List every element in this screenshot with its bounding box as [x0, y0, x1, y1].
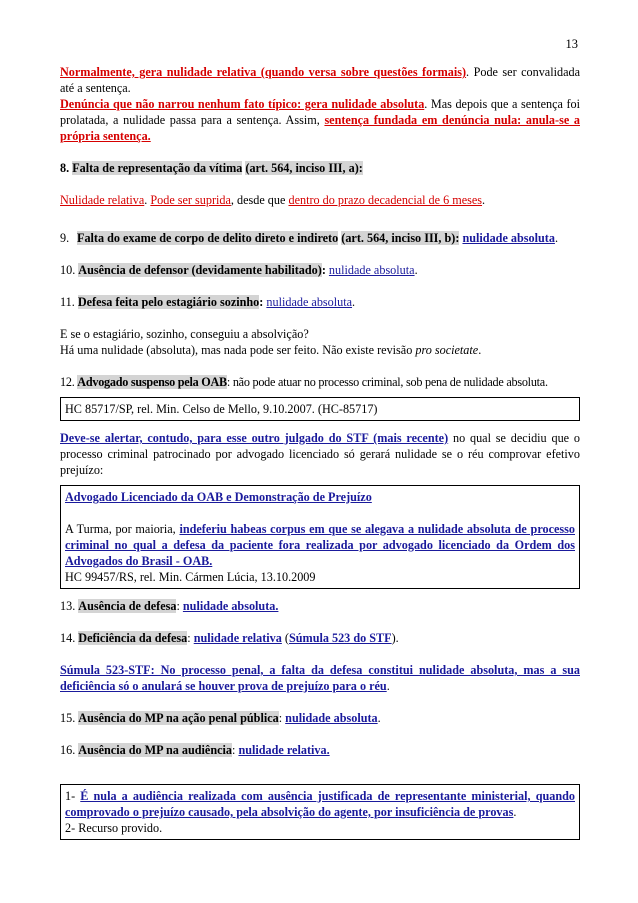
text: : — [321, 263, 326, 277]
paragraph-nulidade-relativa-prazo — [60, 192, 580, 208]
blue-emphasis: nulidade relativa — [193, 631, 282, 645]
item-number: 16. — [60, 743, 76, 757]
text: . — [554, 231, 558, 245]
item-number: 10. — [60, 263, 76, 277]
text: : não pode atuar no processo criminal, sob pena de nulidade absoluta. — [226, 375, 548, 389]
item-13 — [60, 598, 580, 614]
item-label: Advogado suspenso pela OAB — [77, 375, 227, 389]
blue-emphasis: nulidade absoluta — [462, 231, 555, 245]
text: A Turma, por maioria, — [65, 522, 180, 536]
red-emphasis: sentença fundada em denúncia nula: anula-se a própria sentença. — [60, 113, 580, 143]
ruling-line-2: 2- Recurso provido. — [65, 821, 163, 835]
text: . — [513, 805, 517, 819]
paragraph-denuncia — [60, 96, 580, 144]
box-body — [65, 521, 575, 569]
citation-box-hc85717 — [60, 397, 580, 421]
document-body — [60, 64, 580, 840]
blue-emphasis: Deve-se alertar, contudo, para esse outro julgado do STF (mais recente) — [60, 431, 449, 445]
text: . — [144, 193, 151, 207]
question-estagiario: E se o estagiário, sozinho, conseguiu a absolvição? — [60, 327, 309, 341]
text: : — [259, 295, 264, 309]
text: Há uma nulidade (absoluta), mas nada pode ser feito. Não existe revisão — [60, 343, 416, 357]
text: : — [176, 599, 180, 613]
red-emphasis: Normalmente, gera nulidade relativa (quando versa sobre questões formais) — [60, 65, 467, 79]
item-10 — [60, 262, 580, 278]
item-label: Ausência de defensor (devidamente habilitado) — [78, 263, 322, 277]
text: . — [414, 263, 418, 277]
blue-emphasis: nulidade absoluta — [285, 711, 378, 725]
item-number: 15. — [60, 711, 76, 725]
citation-box-hc99457 — [60, 485, 580, 589]
text: , desde que — [230, 193, 289, 207]
item-16 — [60, 742, 580, 758]
item-label: Deficiência da defesa — [78, 631, 188, 645]
blue-emphasis: nulidade absoluta. — [182, 599, 279, 613]
item-number: 13. — [60, 599, 76, 613]
answer-estagiario — [60, 342, 580, 358]
text: 1- — [65, 789, 81, 803]
item-number: 14. — [60, 631, 76, 645]
blue-emphasis: nulidade absoluta — [266, 295, 353, 309]
text: no qual se decidiu que o processo criminal patrocinado por advogado licenciado só gerará nulidade se o réu comprovar efetivo prejuízo: — [60, 431, 580, 477]
item-9 — [60, 230, 580, 246]
item-14 — [60, 630, 580, 646]
item-label: Ausência do MP na ação penal pública — [78, 711, 279, 725]
blue-emphasis: nulidade relativa. — [238, 743, 330, 757]
red-emphasis: dentro do prazo decadencial de 6 meses — [288, 193, 483, 207]
text: : — [278, 711, 283, 725]
text: : — [232, 743, 236, 757]
item-label: Defesa feita pelo estagiário sozinho — [77, 295, 260, 309]
paragraph-nulidade-relativa — [60, 64, 580, 96]
item-number: 11. — [60, 295, 75, 309]
item-label: Ausência do MP na audiência — [78, 743, 232, 757]
paragraph-stf-alert — [60, 430, 580, 478]
sumula-523 — [60, 662, 580, 694]
item-reference: (art. 564, inciso III, b): — [341, 231, 460, 245]
citation-text: HC 99457/RS, rel. Min. Cármen Lúcia, 13.10.2009 — [65, 570, 316, 584]
text: . — [482, 193, 486, 207]
red-emphasis: Denúncia que não narrou nenhum fato típico: gera nulidade absoluta — [60, 97, 425, 111]
item-number: 12. — [60, 375, 75, 389]
ruling-line-1 — [65, 788, 575, 820]
red-emphasis: Nulidade relativa — [60, 193, 145, 207]
blue-emphasis: É nula a audiência realizada com ausência justificada de representante ministerial, quando comprovado o prejuízo causado, pela absolvição do agente, por insuficiência de provas — [65, 789, 575, 819]
item-11 — [60, 294, 580, 310]
red-emphasis: Pode ser suprida — [150, 193, 231, 207]
text: . — [377, 711, 381, 725]
item-12 — [60, 374, 580, 390]
item-15 — [60, 710, 580, 726]
item-label: Falta do exame de corpo de delito direto e indireto — [77, 231, 339, 245]
item-number: 8. — [60, 161, 70, 175]
text: . Mas depois que a sentença foi prolatada, a nulidade passa para a sentença. Assim, — [60, 97, 580, 127]
text: . — [352, 295, 356, 309]
item-8 — [60, 160, 580, 176]
box-title: Advogado Licenciado da OAB e Demonstração de Prejuízo — [65, 490, 372, 504]
text: . Pode ser convalidada até a sentença. — [60, 65, 580, 95]
ruling-box — [60, 784, 580, 840]
text: : — [187, 631, 191, 645]
page-number: 13 — [565, 37, 578, 51]
text: ). — [391, 631, 399, 645]
blue-emphasis: Súmula 523-STF: No processo penal, a falta da defesa constitui nulidade absoluta, mas a sua deficiência só o anulará se houver prova de prejuízo para o réu — [60, 663, 580, 693]
citation-text: HC 85717/SP, rel. Min. Celso de Mello, 9.10.2007. (HC-85717) — [65, 402, 378, 416]
italic-term: pro societate — [415, 343, 479, 357]
blue-emphasis: Súmula 523 do STF — [288, 631, 392, 645]
item-label: Falta de representação da vítima — [72, 161, 243, 175]
item-reference: (art. 564, inciso III, a): — [245, 161, 363, 175]
blue-emphasis: indeferiu habeas corpus em que se alegava a nulidade absoluta de processo criminal no qual a defesa da paciente fora realizada por advogado licenciado da Ordem dos Advogados do Brasil - OAB. — [65, 522, 575, 568]
blue-emphasis: nulidade absoluta — [328, 263, 415, 277]
item-number: 9. — [60, 231, 70, 245]
text: ( — [281, 631, 289, 645]
text: . — [386, 679, 390, 693]
text: . — [478, 343, 482, 357]
item-label: Ausência de defesa — [78, 599, 177, 613]
